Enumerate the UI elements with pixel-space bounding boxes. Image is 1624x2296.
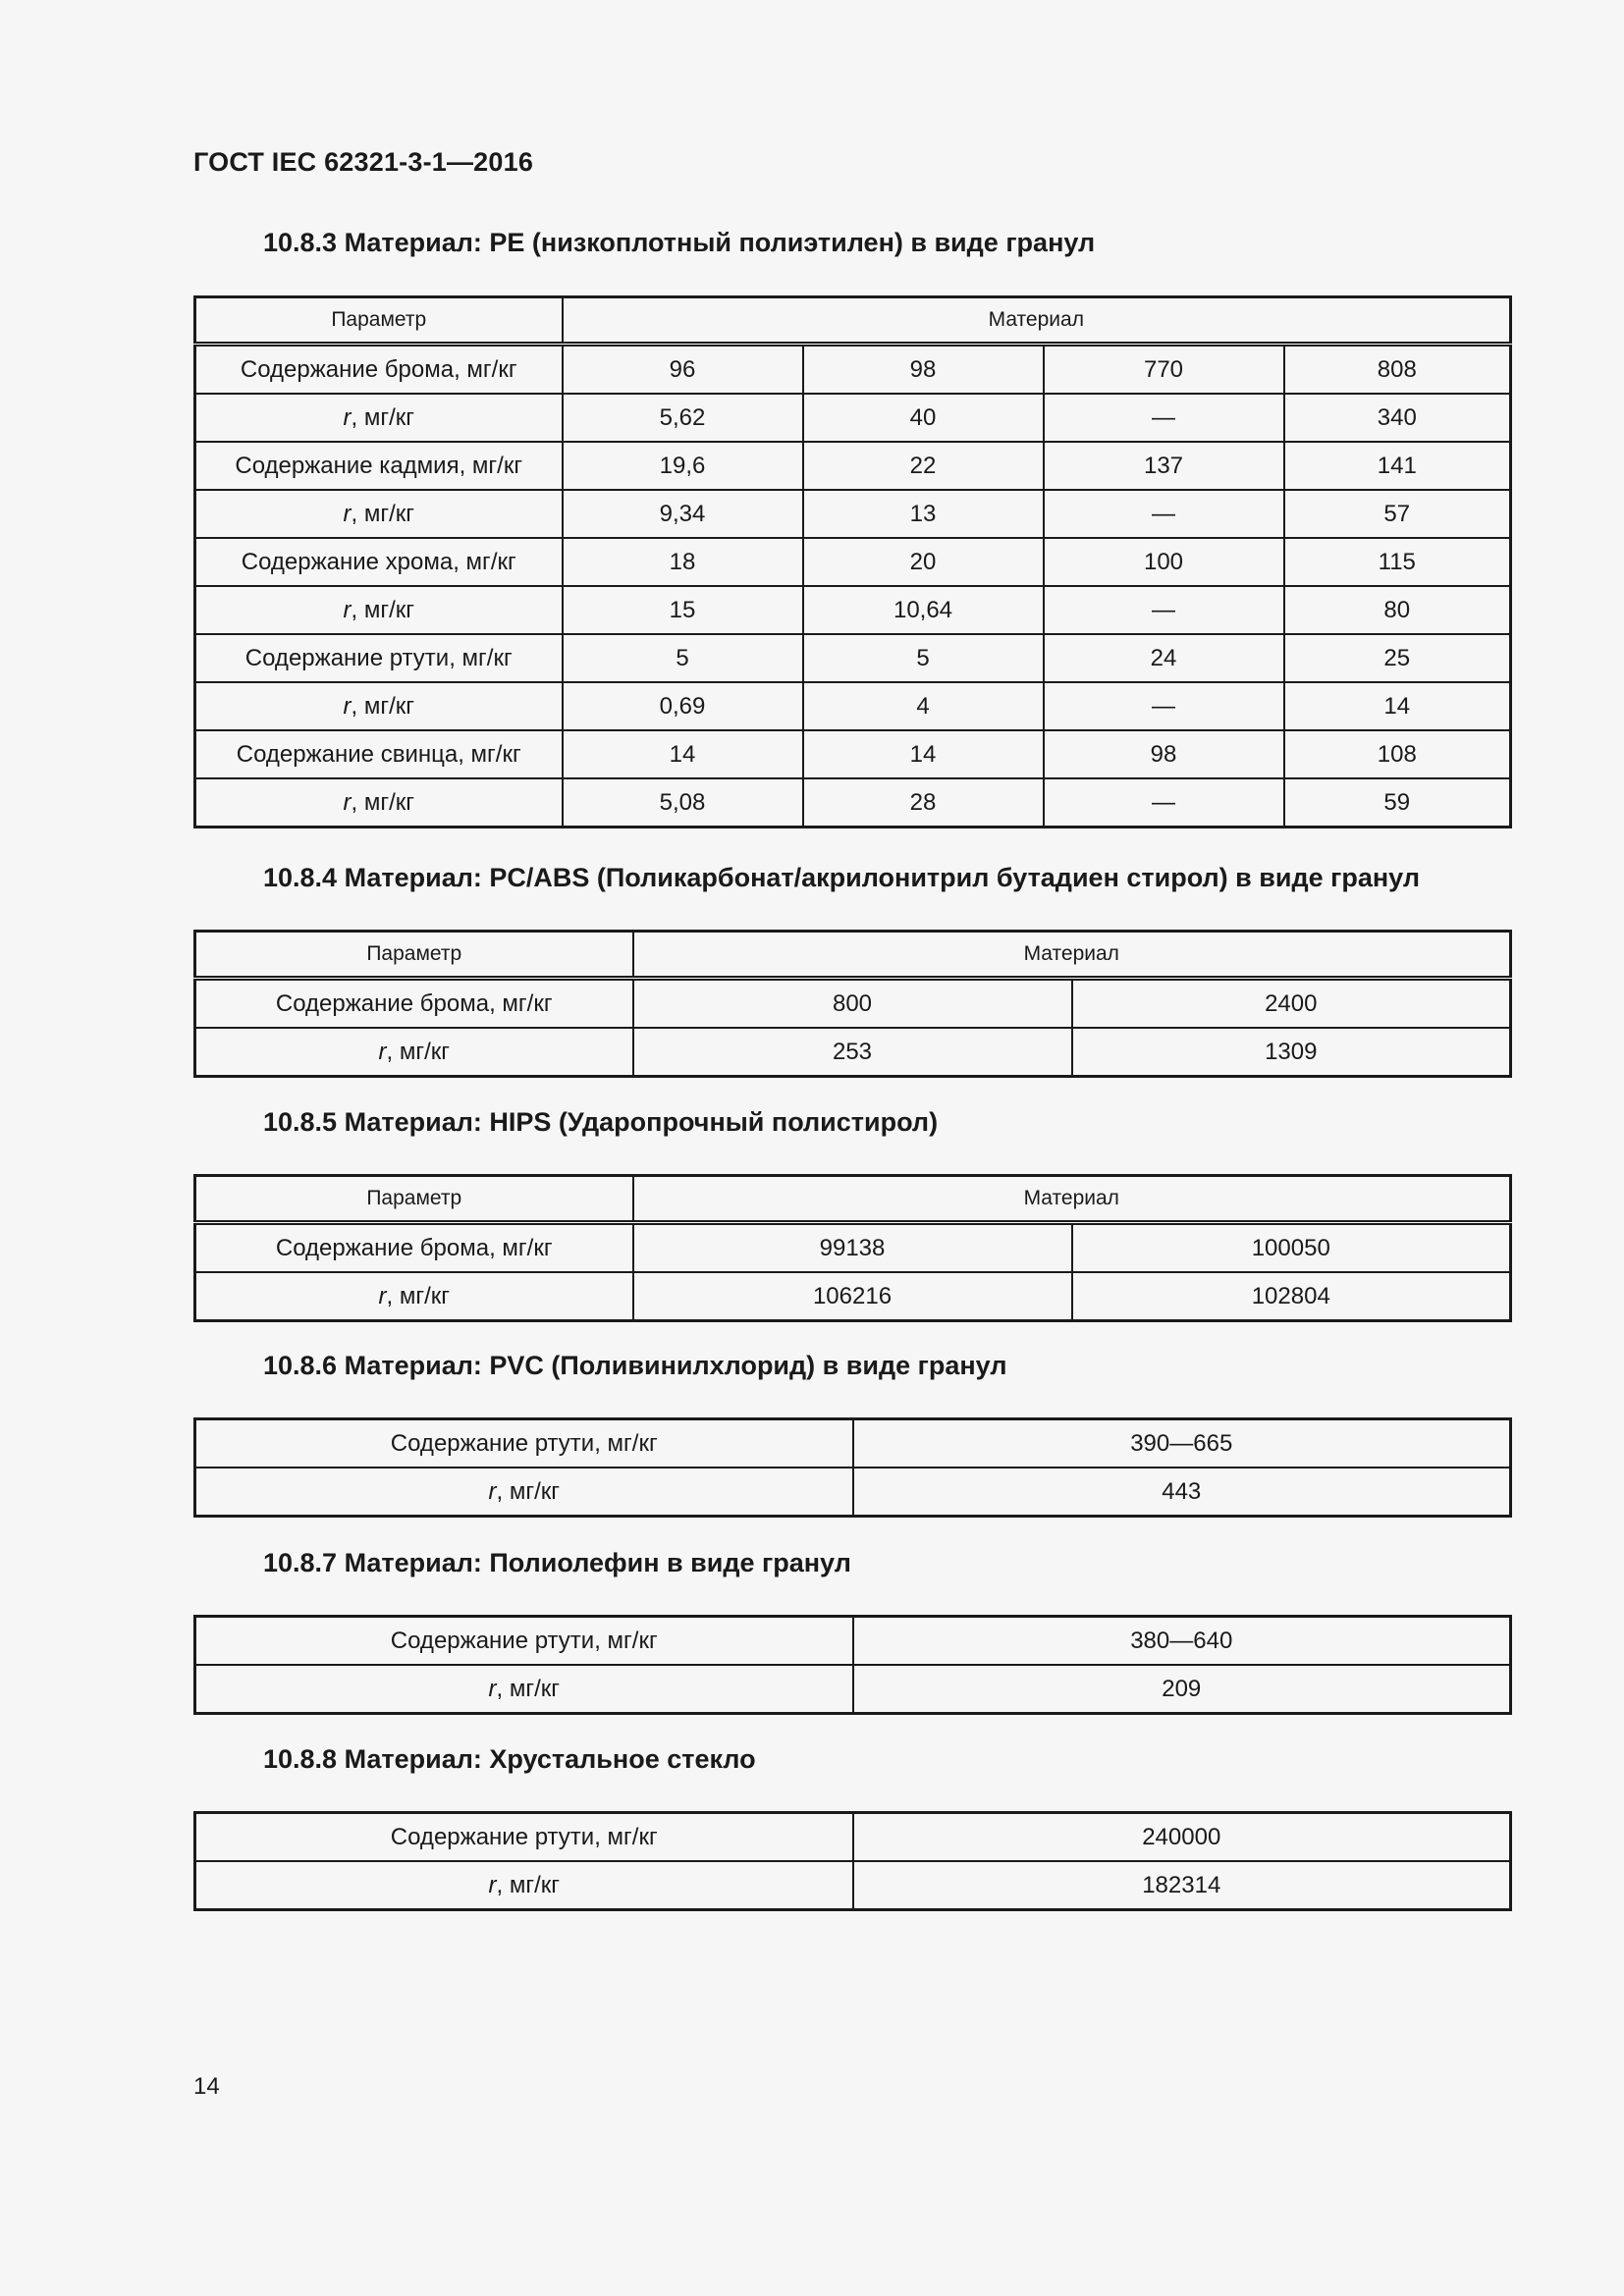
- cell: 108: [1284, 730, 1511, 778]
- cell: 100: [1044, 538, 1284, 586]
- cell: 13: [803, 490, 1044, 538]
- row-label: [195, 1272, 633, 1321]
- cell: 253: [633, 1028, 1072, 1077]
- cell: 10,64: [803, 586, 1044, 634]
- table-row: [195, 442, 1511, 490]
- cell: —: [1044, 586, 1284, 634]
- row-label-unit: , мг/кг: [496, 1675, 560, 1702]
- r-symbol: r: [343, 788, 352, 816]
- cell: 28: [803, 778, 1044, 828]
- cell: 15: [563, 586, 803, 634]
- row-label: Содержание ртути, мг/кг: [195, 1813, 853, 1862]
- row-label-unit: , мг/кг: [351, 692, 414, 720]
- row-label-unit: , мг/кг: [351, 403, 414, 431]
- table-header-row: [195, 1176, 1511, 1223]
- cell: 209: [853, 1665, 1511, 1714]
- section-title-10-8-3: 10.8.3 Материал: PE (низкоплотный полиэтилен) в виде гранул: [263, 228, 1096, 257]
- cell: 40: [803, 394, 1044, 442]
- header-material: Материал: [633, 1176, 1511, 1223]
- cell: 443: [853, 1468, 1511, 1517]
- cell: 14: [563, 730, 803, 778]
- cell: 59: [1284, 778, 1511, 828]
- table-row: [195, 586, 1511, 634]
- cell: 0,69: [563, 682, 803, 730]
- row-label: Содержание ртути, мг/кг: [195, 1617, 853, 1666]
- table-row: [195, 778, 1511, 828]
- table-crystal-glass: [193, 1811, 1512, 1911]
- cell: 390—665: [853, 1419, 1511, 1468]
- cell: —: [1044, 778, 1284, 828]
- row-label-unit: , мг/кг: [351, 788, 414, 816]
- table-row: [195, 1665, 1511, 1714]
- section-title-10-8-4: 10.8.4 Материал: PC/ABS (Поликарбонат/акрилонитрил бутадиен стирол) в виде гранул: [263, 863, 1420, 892]
- table-row: [195, 1028, 1511, 1077]
- table-row: [195, 1468, 1511, 1517]
- cell: 1309: [1072, 1028, 1511, 1077]
- cell: 182314: [853, 1861, 1511, 1910]
- table-row: [195, 1813, 1511, 1862]
- row-label: [195, 394, 563, 442]
- row-label-unit: , мг/кг: [496, 1871, 560, 1898]
- document-header: ГОСТ IEC 62321-3-1—2016: [193, 147, 534, 177]
- cell: 80: [1284, 586, 1511, 634]
- cell: 102804: [1072, 1272, 1511, 1321]
- cell: 800: [633, 979, 1072, 1029]
- table-row: [195, 1861, 1511, 1910]
- row-label: Содержание хрома, мг/кг: [195, 538, 563, 586]
- cell: 2400: [1072, 979, 1511, 1029]
- r-symbol: r: [378, 1038, 387, 1065]
- cell: 99138: [633, 1223, 1072, 1273]
- cell: 115: [1284, 538, 1511, 586]
- cell: 4: [803, 682, 1044, 730]
- table-row: [195, 979, 1511, 1029]
- cell: 14: [1284, 682, 1511, 730]
- cell: —: [1044, 490, 1284, 538]
- row-label: [195, 1665, 853, 1714]
- row-label: Содержание брома, мг/кг: [195, 345, 563, 395]
- cell: 106216: [633, 1272, 1072, 1321]
- cell: 808: [1284, 345, 1511, 395]
- r-symbol: r: [488, 1477, 497, 1505]
- table-pvc: [193, 1417, 1512, 1518]
- table-row: [195, 634, 1511, 682]
- cell: 57: [1284, 490, 1511, 538]
- row-label-unit: , мг/кг: [351, 596, 414, 623]
- table-header-row: [195, 297, 1511, 345]
- cell: 770: [1044, 345, 1284, 395]
- cell: 98: [1044, 730, 1284, 778]
- table-row: [195, 490, 1511, 538]
- cell: 5: [563, 634, 803, 682]
- header-material: Материал: [633, 932, 1511, 979]
- section-title-10-8-5: 10.8.5 Материал: HIPS (Ударопрочный полистирол): [263, 1107, 939, 1137]
- cell: 24: [1044, 634, 1284, 682]
- cell: 5: [803, 634, 1044, 682]
- header-param: Параметр: [195, 1176, 633, 1223]
- cell: 141: [1284, 442, 1511, 490]
- row-label: [195, 682, 563, 730]
- row-label: Содержание кадмия, мг/кг: [195, 442, 563, 490]
- cell: 100050: [1072, 1223, 1511, 1273]
- cell: 240000: [853, 1813, 1511, 1862]
- row-label-unit: , мг/кг: [496, 1477, 560, 1505]
- row-label: Содержание брома, мг/кг: [195, 1223, 633, 1273]
- cell: 9,34: [563, 490, 803, 538]
- page-number: 14: [193, 2073, 220, 2100]
- section-title-10-8-8: 10.8.8 Материал: Хрустальное стекло: [263, 1744, 756, 1774]
- row-label: [195, 490, 563, 538]
- cell: 14: [803, 730, 1044, 778]
- cell: 19,6: [563, 442, 803, 490]
- table-row: [195, 1419, 1511, 1468]
- cell: 25: [1284, 634, 1511, 682]
- row-label-unit: , мг/кг: [351, 500, 414, 527]
- table-pe: [193, 295, 1512, 828]
- table-row: [195, 394, 1511, 442]
- cell: 20: [803, 538, 1044, 586]
- table-row: [195, 730, 1511, 778]
- row-label: [195, 1028, 633, 1077]
- row-label-unit: , мг/кг: [386, 1038, 450, 1065]
- row-label: Содержание брома, мг/кг: [195, 979, 633, 1029]
- r-symbol: r: [343, 403, 352, 431]
- table-pc-abs: [193, 930, 1512, 1078]
- cell: 22: [803, 442, 1044, 490]
- row-label-unit: , мг/кг: [386, 1282, 450, 1309]
- table-row: [195, 1223, 1511, 1273]
- table-row: [195, 1617, 1511, 1666]
- table-hips: [193, 1174, 1512, 1322]
- r-symbol: r: [343, 596, 352, 623]
- header-param: Параметр: [195, 932, 633, 979]
- r-symbol: r: [343, 500, 352, 527]
- row-label: [195, 586, 563, 634]
- cell: 137: [1044, 442, 1284, 490]
- section-title-10-8-7: 10.8.7 Материал: Полиолефин в виде гранул: [263, 1548, 851, 1577]
- row-label: Содержание свинца, мг/кг: [195, 730, 563, 778]
- section-title-10-8-6: 10.8.6 Материал: PVC (Поливинилхлорид) в виде гранул: [263, 1351, 1007, 1380]
- cell: —: [1044, 394, 1284, 442]
- table-row: [195, 538, 1511, 586]
- cell: 5,08: [563, 778, 803, 828]
- cell: 18: [563, 538, 803, 586]
- row-label: Содержание ртути, мг/кг: [195, 1419, 853, 1468]
- header-param: Параметр: [195, 297, 563, 345]
- row-label: [195, 1861, 853, 1910]
- cell: —: [1044, 682, 1284, 730]
- r-symbol: r: [343, 692, 352, 720]
- table-row: [195, 1272, 1511, 1321]
- cell: 96: [563, 345, 803, 395]
- table-row: [195, 345, 1511, 395]
- row-label: [195, 778, 563, 828]
- table-header-row: [195, 932, 1511, 979]
- row-label: Содержание ртути, мг/кг: [195, 634, 563, 682]
- header-material: Материал: [563, 297, 1511, 345]
- r-symbol: r: [488, 1675, 497, 1702]
- cell: 5,62: [563, 394, 803, 442]
- table-row: [195, 682, 1511, 730]
- cell: 98: [803, 345, 1044, 395]
- r-symbol: r: [378, 1282, 387, 1309]
- cell: 380—640: [853, 1617, 1511, 1666]
- cell: 340: [1284, 394, 1511, 442]
- r-symbol: r: [488, 1871, 497, 1898]
- row-label: [195, 1468, 853, 1517]
- table-polyolefin: [193, 1615, 1512, 1715]
